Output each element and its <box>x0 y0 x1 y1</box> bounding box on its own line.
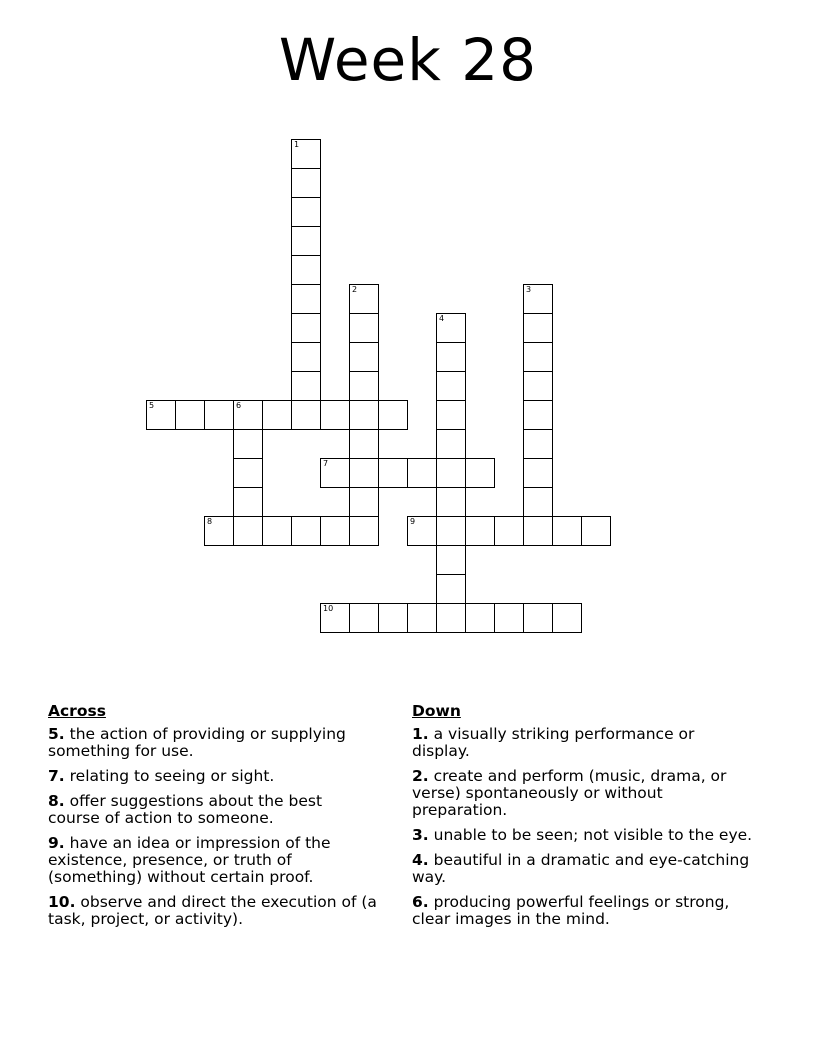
grid-cell[interactable] <box>407 458 437 488</box>
grid-cell[interactable] <box>291 400 321 430</box>
grid-cell[interactable] <box>436 545 466 575</box>
grid-cell[interactable] <box>523 458 553 488</box>
grid-cell[interactable] <box>494 516 524 546</box>
clue-down-1 <box>412 726 757 760</box>
clue-number: 2. <box>412 767 429 785</box>
grid-cell[interactable] <box>378 400 408 430</box>
grid-cell[interactable] <box>204 516 234 546</box>
grid-cell[interactable] <box>349 342 379 372</box>
clue-text: relating to seeing or sight. <box>69 767 275 785</box>
grid-cell[interactable] <box>465 603 495 633</box>
cell-number: 4 <box>439 314 445 323</box>
grid-cell[interactable] <box>262 400 292 430</box>
grid-cell[interactable] <box>291 516 321 546</box>
grid-cell[interactable] <box>465 516 495 546</box>
grid-cell[interactable] <box>436 371 466 401</box>
grid-cell[interactable] <box>291 168 321 198</box>
clue-across-8 <box>48 793 378 827</box>
grid-cell[interactable] <box>320 400 350 430</box>
grid-cell[interactable] <box>146 400 176 430</box>
grid-cell[interactable] <box>436 429 466 459</box>
cell-number: 1 <box>294 140 300 149</box>
clue-number: 7. <box>48 767 65 785</box>
grid-cell[interactable] <box>523 371 553 401</box>
clue-number: 10. <box>48 893 76 911</box>
clue-across-10 <box>48 894 378 928</box>
grid-cell[interactable] <box>291 313 321 343</box>
grid-cell[interactable] <box>436 603 466 633</box>
clue-across-9 <box>48 835 378 886</box>
clue-text: producing powerful feelings or strong, clear images in the mind. <box>412 893 730 928</box>
grid-cell[interactable] <box>233 516 263 546</box>
grid-cell[interactable] <box>349 429 379 459</box>
grid-cell[interactable] <box>175 400 205 430</box>
clue-down-4 <box>412 852 757 886</box>
grid-cell[interactable] <box>378 458 408 488</box>
clue-down-2 <box>412 768 757 819</box>
grid-cell[interactable] <box>494 603 524 633</box>
clue-number: 5. <box>48 725 65 743</box>
grid-cell[interactable] <box>581 516 611 546</box>
cell-number: 5 <box>149 401 155 410</box>
clue-text: observe and direct the execution of (a task, project, or activity). <box>48 893 377 928</box>
grid-cell[interactable] <box>291 226 321 256</box>
cell-number: 3 <box>526 285 532 294</box>
grid-cell[interactable] <box>320 603 350 633</box>
grid-cell[interactable] <box>233 400 263 430</box>
grid-cell[interactable] <box>291 284 321 314</box>
grid-cell[interactable] <box>349 458 379 488</box>
clue-number: 4. <box>412 851 429 869</box>
grid-cell[interactable] <box>523 284 553 314</box>
grid-cell[interactable] <box>349 313 379 343</box>
grid-cell[interactable] <box>320 458 350 488</box>
cell-number: 10 <box>323 604 334 613</box>
clue-down-6 <box>412 894 757 928</box>
clue-number: 1. <box>412 725 429 743</box>
grid-cell[interactable] <box>349 400 379 430</box>
clue-across-5 <box>48 726 378 760</box>
clue-number: 8. <box>48 792 65 810</box>
grid-cell[interactable] <box>523 400 553 430</box>
cell-number: 9 <box>410 517 416 526</box>
grid-cell[interactable] <box>349 487 379 517</box>
clue-number: 3. <box>412 826 429 844</box>
grid-cell[interactable] <box>262 516 292 546</box>
grid-cell[interactable] <box>291 197 321 227</box>
grid-cell[interactable] <box>233 487 263 517</box>
grid-cell[interactable] <box>523 342 553 372</box>
clue-across-7 <box>48 768 378 785</box>
clue-text: create and perform (music, drama, or verse) spontaneously or without preparation. <box>412 767 727 819</box>
puzzle-title: Week 28 <box>278 26 538 94</box>
grid-cell[interactable] <box>436 342 466 372</box>
grid-cell[interactable] <box>465 458 495 488</box>
grid-cell[interactable] <box>291 255 321 285</box>
grid-cell[interactable] <box>552 603 582 633</box>
cell-number: 7 <box>323 459 329 468</box>
clue-text: have an idea or impression of the existence, presence, or truth of (something) without certain proof. <box>48 834 331 886</box>
grid-cell[interactable] <box>436 574 466 604</box>
cell-number: 8 <box>207 517 213 526</box>
grid-cell[interactable] <box>378 603 408 633</box>
cell-number: 6 <box>236 401 242 410</box>
cell-number: 2 <box>352 285 358 294</box>
clue-down-3 <box>412 827 757 844</box>
grid-cell[interactable] <box>204 400 234 430</box>
grid-cell[interactable] <box>233 429 263 459</box>
clue-number: 6. <box>412 893 429 911</box>
down-clues <box>412 703 757 936</box>
clue-text: the action of providing or supplying something for use. <box>48 725 346 760</box>
clue-number: 9. <box>48 834 65 852</box>
grid-cell[interactable] <box>407 516 437 546</box>
grid-cell[interactable] <box>349 516 379 546</box>
grid-cell[interactable] <box>436 313 466 343</box>
grid-cell[interactable] <box>523 516 553 546</box>
clue-text: beautiful in a dramatic and eye-catching way. <box>412 851 750 886</box>
grid-cell[interactable] <box>349 284 379 314</box>
grid-cell[interactable] <box>407 603 437 633</box>
grid-cell[interactable] <box>523 603 553 633</box>
grid-cell[interactable] <box>291 139 321 169</box>
grid-cell[interactable] <box>233 458 263 488</box>
clue-text: unable to be seen; not visible to the eye. <box>433 826 753 844</box>
grid-cell[interactable] <box>436 516 466 546</box>
down-heading: Down <box>412 702 461 720</box>
grid-cell[interactable] <box>523 429 553 459</box>
grid-cell[interactable] <box>349 603 379 633</box>
grid-cell[interactable] <box>320 516 350 546</box>
clue-text: offer suggestions about the best course of action to someone. <box>48 792 323 827</box>
clue-text: a visually striking performance or display. <box>412 725 695 760</box>
grid-cell[interactable] <box>291 342 321 372</box>
grid-cell[interactable] <box>523 313 553 343</box>
grid-cell[interactable] <box>349 371 379 401</box>
across-clues <box>48 703 378 936</box>
across-heading: Across <box>48 702 106 720</box>
grid-cell[interactable] <box>552 516 582 546</box>
grid-cell[interactable] <box>523 487 553 517</box>
grid-cell[interactable] <box>436 400 466 430</box>
grid-cell[interactable] <box>436 487 466 517</box>
grid-cell[interactable] <box>291 371 321 401</box>
grid-cell[interactable] <box>436 458 466 488</box>
